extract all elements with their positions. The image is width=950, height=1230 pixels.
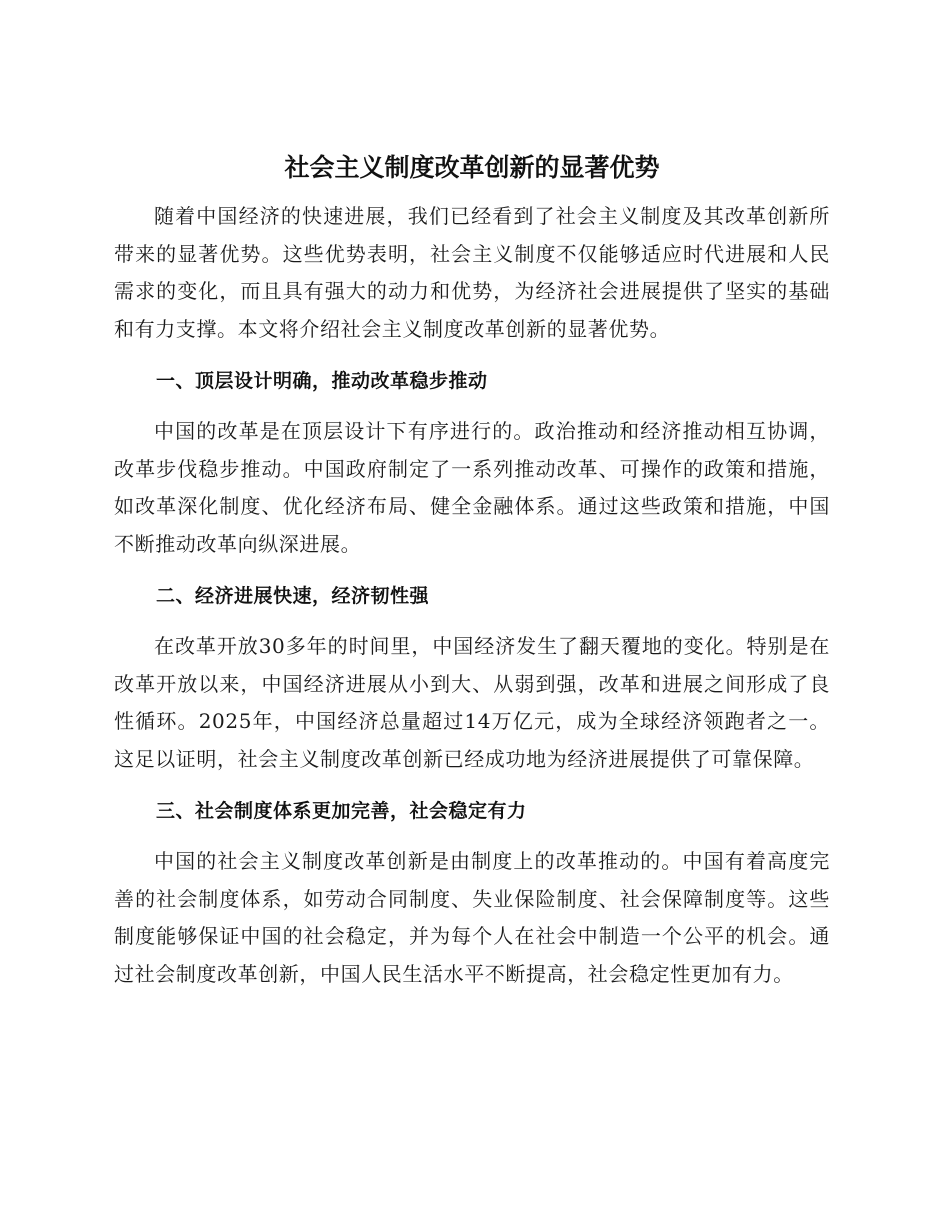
section-heading-1: 一、顶层设计明确，推动改革稳步推动 [156,370,488,392]
section-heading-3: 三、社会制度体系更加完善，社会稳定有力 [156,800,527,822]
section-heading-2: 二、经济进展快速，经济韧性强 [156,585,430,607]
document-page [114,148,830,993]
document-title: 社会主义制度改革创新的显著优势 [284,153,660,182]
section-body-1: 中国的改革是在顶层设计下有序进行的。政治推动和经济推动相互协调，改革步伐稳步推动。中国政府制定了一系列推动改革、可操作的政策和措施，如改革深化制度、优化经济布局、健全金融体系。通过这些政策和措施，中国不断推动改革向纵深进展。 [114,419,830,556]
intro-paragraph: 随着中国经济的快速进展，我们已经看到了社会主义制度及其改革创新所带来的显著优势。这些优势表明，社会主义制度不仅能够适应时代进展和人民需求的变化，而且具有强大的动力和优势，为经济社会进展提供了坚实的基础和有力支撑。本文将介绍社会主义制度改革创新的显著优势。 [114,204,830,341]
section-body-3: 中国的社会主义制度改革创新是由制度上的改革推动的。中国有着高度完善的社会制度体系，如劳动合同制度、失业保险制度、社会保障制度等。这些制度能够保证中国的社会稳定，并为每个人在社会中制造一个公平的机会。通过社会制度改革创新，中国人民生活水平不断提高，社会稳定性更加有力。 [114,849,830,986]
section-body-2: 在改革开放30多年的时间里，中国经济发生了翻天覆地的变化。特别是在改革开放以来，中国经济进展从小到大、从弱到强，改革和进展之间形成了良性循环。2025年，中国经济总量超过14万亿元，成为全球经济领跑者之一。这足以证明，社会主义制度改革创新已经成功地为经济进展提供了可靠保障。 [114,634,830,771]
